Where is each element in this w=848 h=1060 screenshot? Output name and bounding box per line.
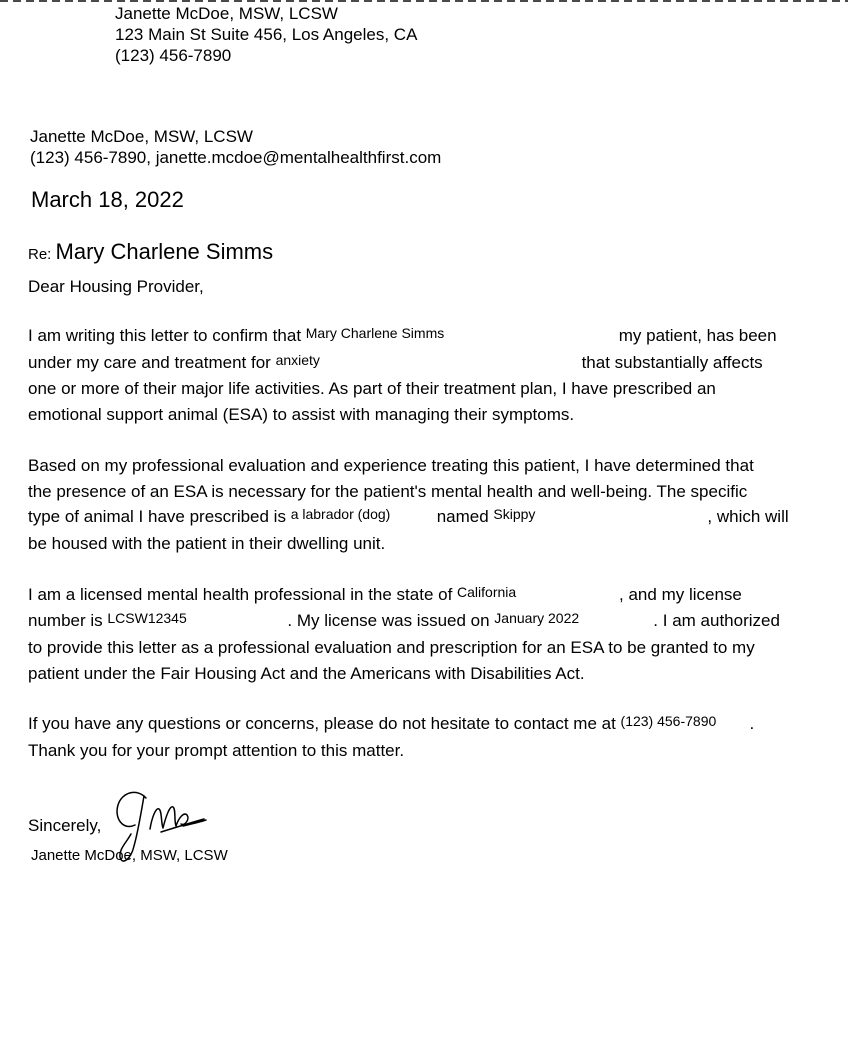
body-line	[28, 582, 833, 609]
body-line	[28, 402, 833, 428]
field-contact-phone: (123) 456-7890	[620, 713, 717, 730]
body-text: . I am authorized	[653, 611, 780, 631]
body-text: , and my license	[619, 584, 742, 604]
letter-body	[28, 323, 833, 764]
dashed-top-border	[0, 0, 848, 2]
salutation: Dear Housing Provider,	[28, 277, 204, 296]
contact-block	[30, 126, 848, 168]
body-line	[28, 376, 833, 402]
body-text: emotional support animal (ESA) to assist with managing their symptoms.	[28, 405, 575, 425]
body-text: . My license was issued on	[287, 611, 495, 631]
body-paragraph	[28, 323, 833, 428]
field-animal-type: a labrador (dog)	[290, 506, 391, 523]
signer-name: Janette McDoe, MSW, LCSW	[31, 846, 228, 864]
contact-name: Janette McDoe, MSW, LCSW	[30, 127, 253, 146]
body-line	[28, 453, 833, 479]
re-patient-name: Mary Charlene Simms	[55, 239, 274, 264]
re-line	[28, 237, 848, 270]
body-line	[28, 479, 833, 505]
contact-phone-email: (123) 456-7890, janette.mcdoe@mentalhealthfirst.com	[30, 148, 442, 167]
field-license-issue-date: January 2022	[494, 610, 580, 627]
letterhead-phone: (123) 456-7890	[115, 46, 232, 65]
body-text: I am a licensed mental health professional in the state of	[28, 584, 458, 604]
body-line	[28, 350, 833, 377]
valediction: Sincerely,	[28, 815, 102, 835]
letterhead	[115, 0, 848, 66]
body-line	[28, 711, 833, 738]
body-text: Thank you for your prompt attention to this matter.	[28, 741, 405, 761]
body-paragraph	[28, 711, 833, 763]
body-text: named	[436, 507, 494, 527]
body-text: Based on my professional evaluation and experience treating this patient, I have determined that	[28, 455, 754, 475]
field-condition: anxiety	[275, 351, 320, 368]
body-text: my patient, has been	[618, 326, 777, 345]
field-animal-name: Skippy	[493, 506, 536, 523]
body-text: the presence of an ESA is necessary for the patient's mental health and well-being. The specific	[28, 481, 748, 501]
body-text: that substantially affects	[581, 352, 763, 372]
body-line	[28, 323, 833, 350]
body-line	[28, 661, 833, 687]
body-line	[28, 531, 833, 557]
handwritten-signature-icon	[104, 786, 214, 870]
body-text: I am writing this letter to confirm that	[28, 326, 306, 345]
body-paragraph	[28, 453, 833, 557]
body-text: to provide this letter as a professional evaluation and prescription for an ESA to be granted to my	[28, 638, 755, 658]
body-text: patient under the Fair Housing Act and the Americans with Disabilities Act.	[28, 663, 585, 683]
body-line	[28, 738, 833, 764]
body-text: one or more of their major life activities. As part of their treatment plan, I have prescribed an	[28, 379, 716, 399]
body-text: .	[749, 714, 755, 734]
body-text: number is	[28, 611, 108, 631]
field-license-number: LCSW12345	[107, 610, 187, 627]
letterhead-name: Janette McDoe, MSW, LCSW	[115, 4, 338, 23]
body-text: type of animal I have prescribed is	[28, 507, 291, 527]
body-text: If you have any questions or concerns, please do not hesitate to contact me at	[28, 714, 621, 734]
body-text: , which will	[707, 507, 789, 527]
re-prefix: Re:	[28, 246, 56, 263]
letter-date: March 18, 2022	[31, 187, 184, 212]
field-state: California	[457, 583, 517, 600]
body-paragraph	[28, 582, 833, 687]
body-text: under my care and treatment for	[28, 352, 276, 372]
body-line	[28, 635, 833, 661]
letterhead-address: 123 Main St Suite 456, Los Angeles, CA	[115, 25, 418, 44]
body-text: be housed with the patient in their dwelling unit.	[28, 533, 386, 553]
body-line	[28, 504, 833, 531]
body-line	[28, 608, 833, 635]
field-patient-name: Mary Charlene Simms	[305, 325, 445, 341]
